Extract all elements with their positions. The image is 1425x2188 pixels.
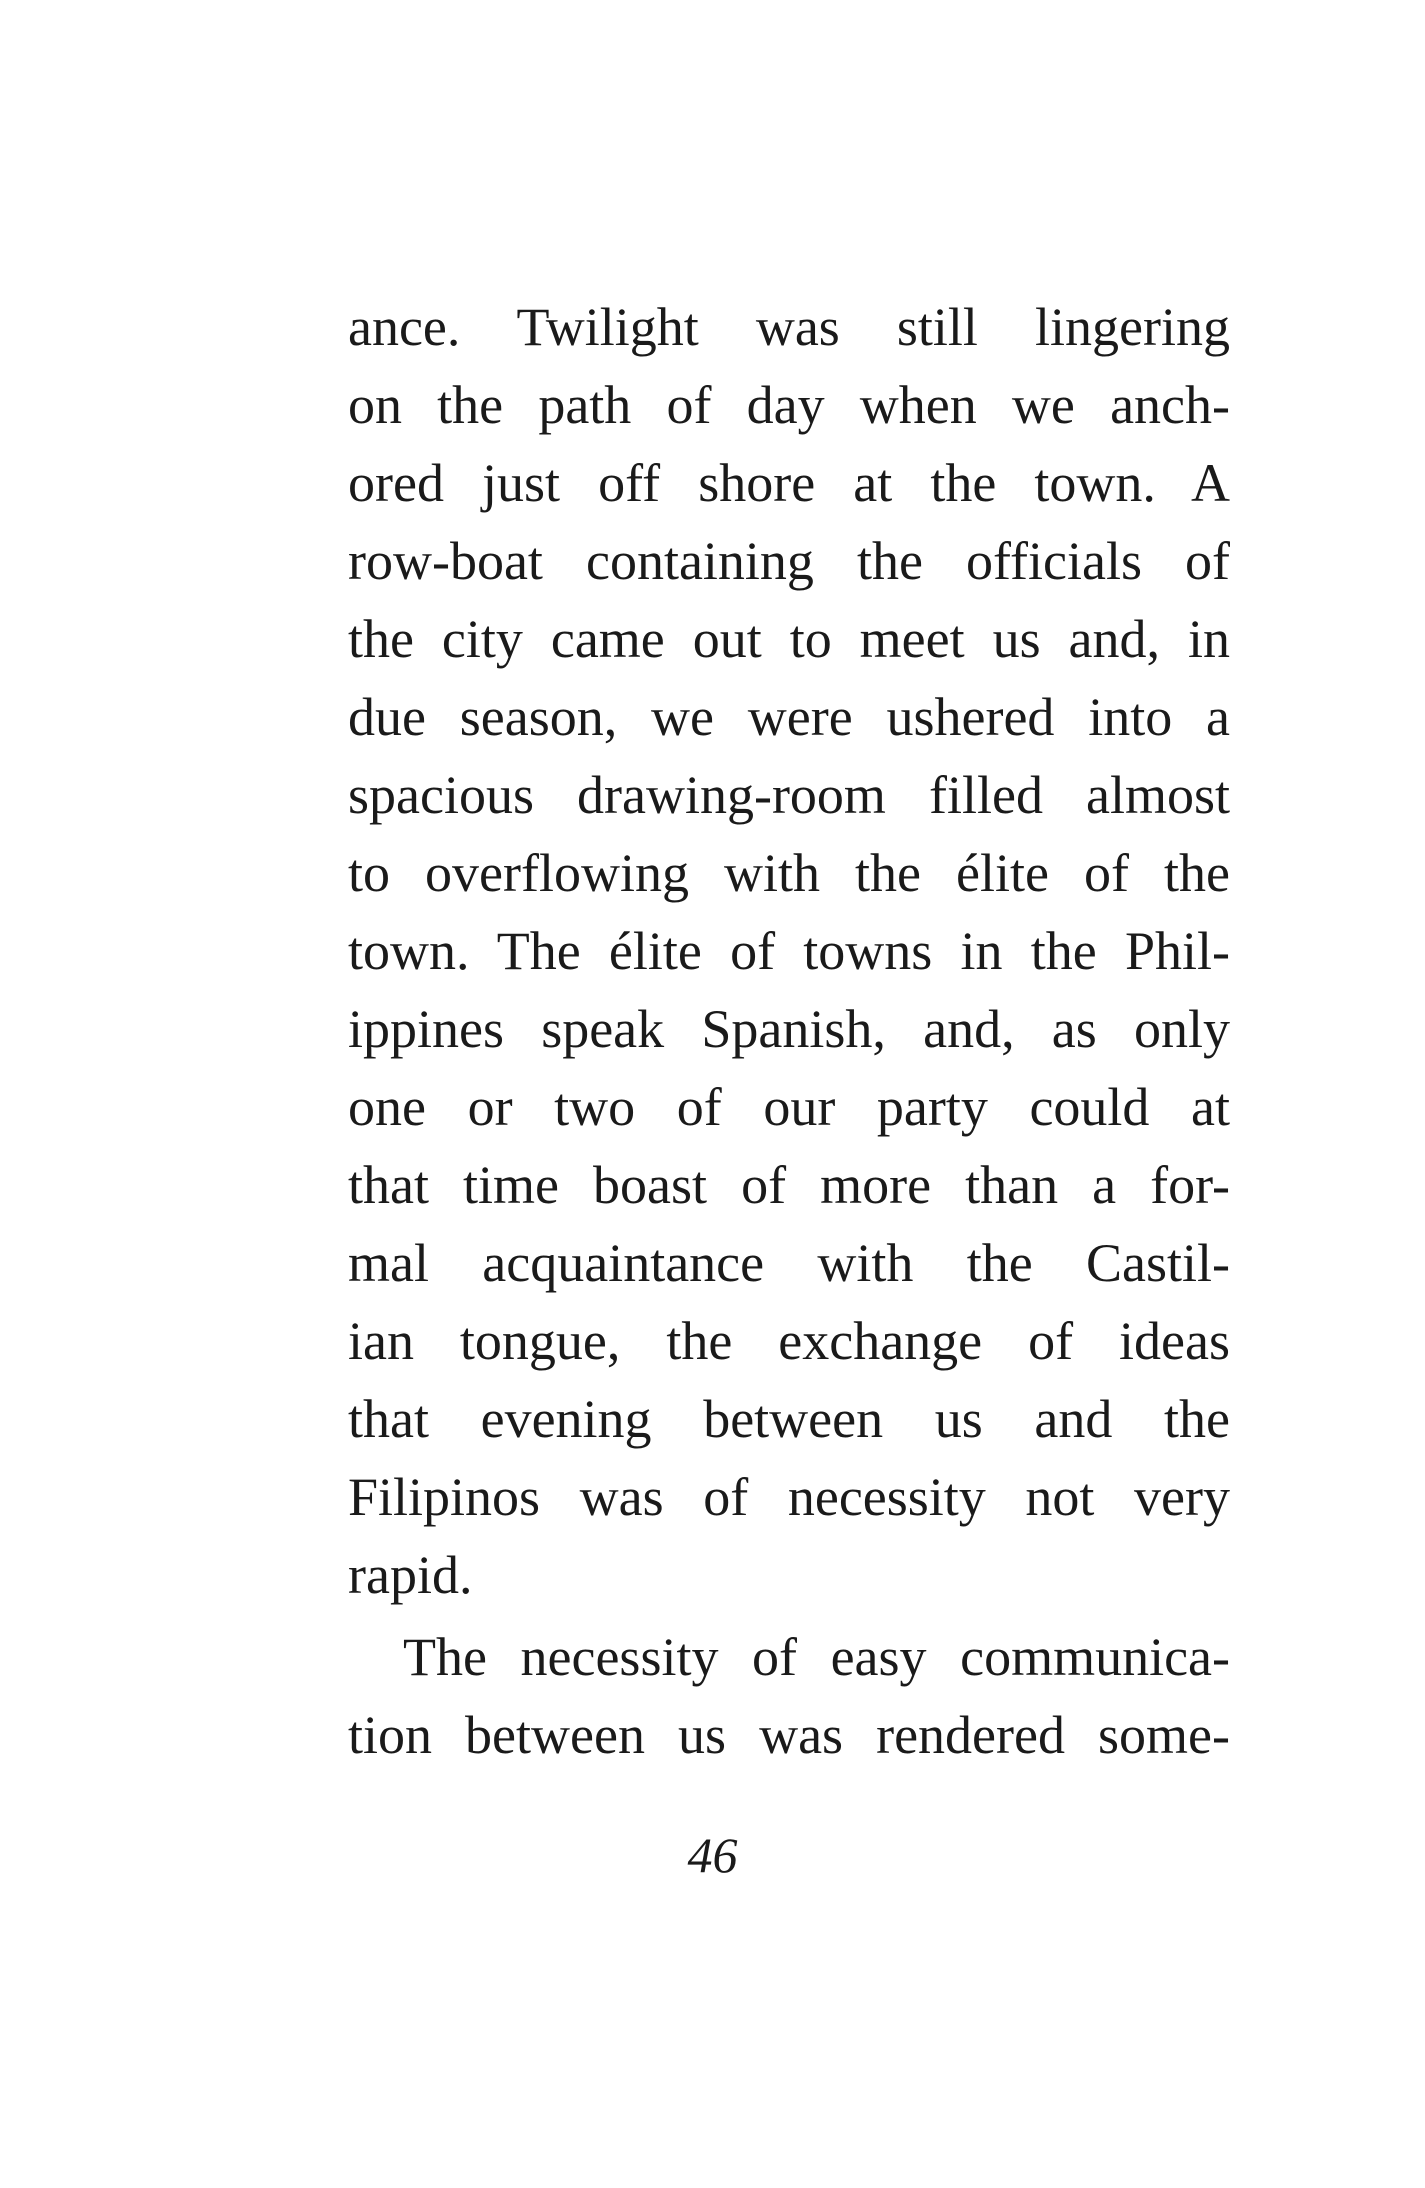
text-line: to overflowing with the élite of the	[348, 843, 1230, 903]
text-line: due season, we were ushered into a	[348, 687, 1230, 747]
text-line: spacious drawing-room filled almost	[348, 765, 1230, 825]
text-line: that time boast of more than a for-	[348, 1155, 1230, 1215]
text-line: ored just off shore at the town. A	[348, 453, 1230, 513]
paragraph	[348, 1618, 1230, 1774]
text-line: tion between us was rendered some-	[348, 1705, 1230, 1765]
text-line: row-boat containing the officials of	[348, 531, 1230, 591]
text-line: that evening between us and the	[348, 1389, 1230, 1449]
text-line: rapid.	[348, 1545, 473, 1605]
text-line: on the path of day when we anch-	[348, 375, 1230, 435]
text-line: one or two of our party could at	[348, 1077, 1230, 1137]
body-text	[348, 288, 1230, 1774]
text-line: ian tongue, the exchange of ideas	[348, 1311, 1230, 1371]
text-line: town. The élite of towns in the Phil-	[348, 921, 1230, 981]
text-line: The necessity of easy communica-	[403, 1627, 1230, 1687]
text-line: ance. Twilight was still lingering	[348, 297, 1230, 357]
text-line: ippines speak Spanish, and, as only	[348, 999, 1230, 1059]
text-line: mal acquaintance with the Castil-	[348, 1233, 1230, 1293]
text-line: Filipinos was of necessity not very	[348, 1467, 1230, 1527]
page-number: 46	[687, 1827, 738, 1883]
text-line: the city came out to meet us and, in	[348, 609, 1230, 669]
paragraph	[348, 288, 1230, 1614]
